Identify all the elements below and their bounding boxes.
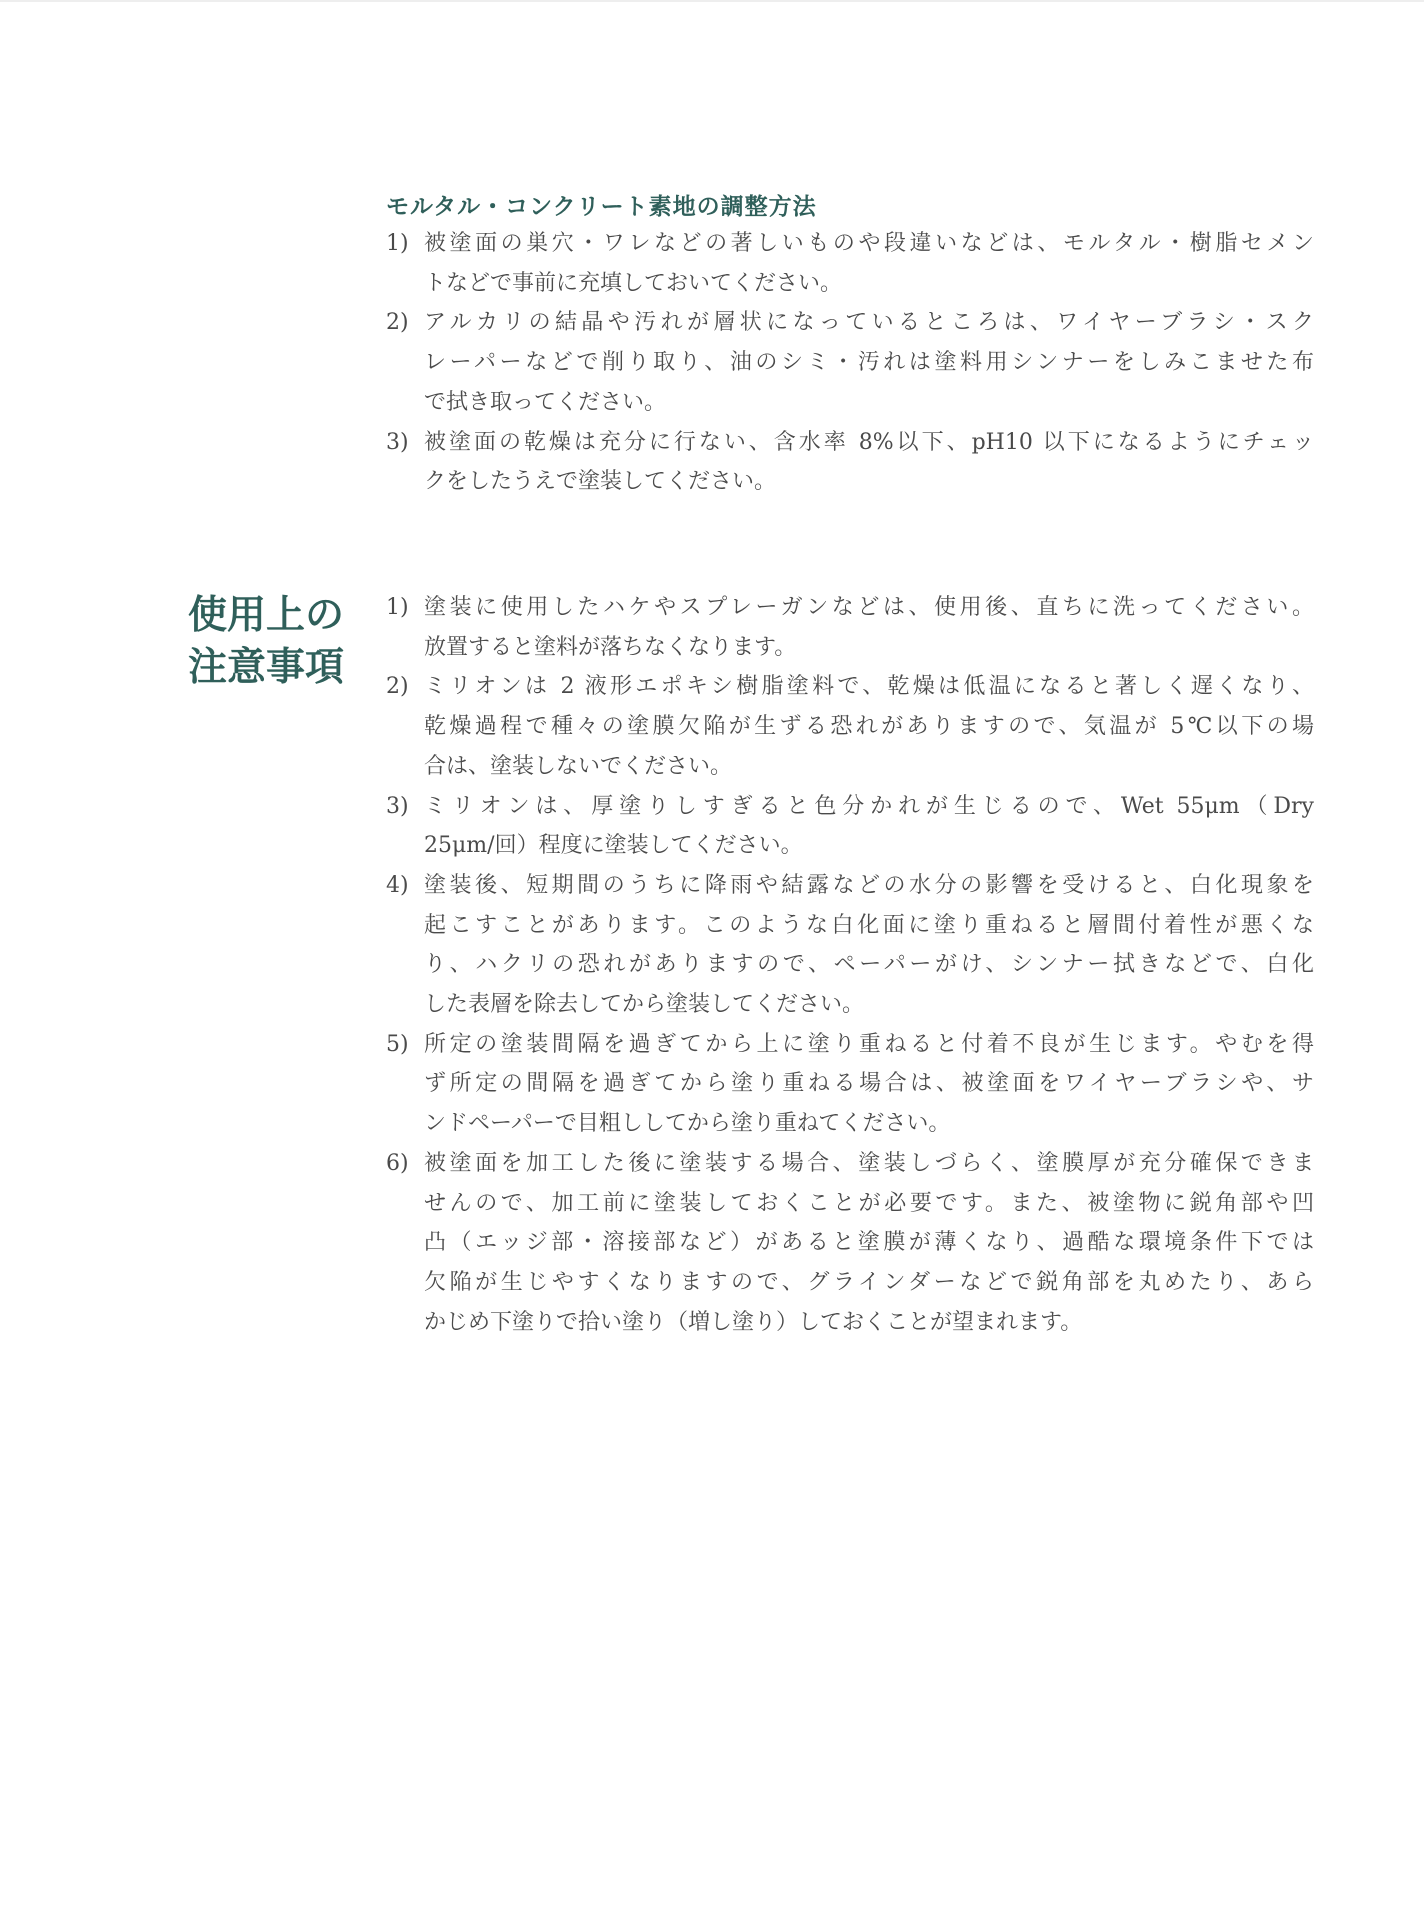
item-text-line: ず所定の間隔を過ぎてから塗り重ねる場合は、被塗面をワイヤーブラシや、サ xyxy=(424,1071,1314,1097)
item-number: 2) xyxy=(386,310,409,336)
prep-section-heading: モルタル・コンクリート素地の調整方法 xyxy=(386,194,817,220)
item-number: 2) xyxy=(386,674,409,700)
item-text-line: り、ハクリの恐れがありますので、ペーパーがけ、シンナー拭きなどで、白化 xyxy=(424,952,1314,978)
item-number: 4) xyxy=(386,872,409,898)
item-text-line: 被塗面の乾燥は充分に行ない、含水率 8%以下、pH10 以下になるようにチェッ xyxy=(424,429,1314,455)
list-item xyxy=(386,303,1316,422)
item-text-line: 放置すると塗料が落ちなくなります。 xyxy=(424,634,797,660)
list-item xyxy=(386,588,1316,667)
item-text-line: 被塗面の巣穴・ワレなどの著しいものや段違いなどは、モルタル・樹脂セメン xyxy=(424,231,1314,256)
item-text-line: 欠陥が生じやすくなりますので、グラインダーなどで鋭角部を丸めたり、あら xyxy=(424,1269,1314,1295)
item-text-line: ミリオンは、厚塗りしすぎると色分かれが生じるので、Wet 55μm（Dry xyxy=(424,793,1314,819)
item-text-line: 塗装に使用したハケやスプレーガンなどは、使用後、直ちに洗ってください。 xyxy=(424,595,1314,620)
item-text-line: アルカリの結晶や汚れが層状になっているところは、ワイヤーブラシ・スク xyxy=(424,310,1314,336)
item-text-line: 塗装後、短期間のうちに降雨や結露などの水分の影響を受けると、白化現象を xyxy=(424,872,1314,898)
item-number: 1) xyxy=(386,231,409,256)
item-text-line: レーパーなどで削り取り、油のシミ・汚れは塗料用シンナーをしみこませた布 xyxy=(424,350,1314,376)
item-text-line: 25μm/回）程度に塗装してください。 xyxy=(424,833,803,859)
list-item xyxy=(386,787,1316,866)
item-text-line: 被塗面を加工した後に塗装する場合、塗装しづらく、塗膜厚が充分確保できま xyxy=(424,1150,1314,1176)
caution-title-line-1: 使用上の xyxy=(188,593,345,638)
item-number: 1) xyxy=(386,595,409,620)
item-text-line: 合は、塗装しないでください。 xyxy=(424,753,733,779)
item-number: 3) xyxy=(386,793,409,819)
list-item xyxy=(386,224,1316,303)
item-text-line: かじめ下塗りで拾い塗り（増し塗り）しておくことが望まれます。 xyxy=(424,1309,1083,1335)
caution-title-line-2: 注意事項 xyxy=(188,645,345,690)
item-text-line: 乾燥過程で種々の塗膜欠陥が生ずる恐れがありますので、気温が 5℃以下の場 xyxy=(424,714,1314,740)
caution-section-title xyxy=(188,590,344,694)
item-text-line: せんので、加工前に塗装しておくことが必要です。また、被塗物に鋭角部や凹 xyxy=(424,1190,1314,1216)
item-text-line: 所定の塗装間隔を過ぎてから上に塗り重ねると付着不良が生じます。やむを得 xyxy=(424,1031,1314,1057)
item-number: 5) xyxy=(386,1031,409,1057)
item-number: 6) xyxy=(386,1150,409,1176)
item-text-line: で拭き取ってください。 xyxy=(424,389,667,415)
item-text-line: 起こすことがあります。このような白化面に塗り重ねると層間付着性が悪くな xyxy=(424,912,1314,938)
page-top-border xyxy=(0,0,1424,2)
list-item xyxy=(386,866,1316,1025)
item-number: 3) xyxy=(386,429,409,455)
caution-list xyxy=(386,588,1316,1342)
prep-list xyxy=(386,224,1316,502)
item-text-line: トなどで事前に充填しておいてください。 xyxy=(424,270,843,296)
list-item xyxy=(386,1144,1316,1343)
item-text-line: した表層を除去してから塗装してください。 xyxy=(424,992,865,1018)
item-text-line: ンドペーパーで目粗ししてから塗り重ねてください。 xyxy=(424,1111,951,1137)
list-item xyxy=(386,423,1316,502)
list-item xyxy=(386,1025,1316,1144)
list-item xyxy=(386,667,1316,786)
item-text-line: ミリオンは 2 液形エポキシ樹脂塗料で、乾燥は低温になると著しく遅くなり、 xyxy=(424,674,1314,700)
item-text-line: 凸（エッジ部・溶接部など）があると塗膜が薄くなり、過酷な環境条件下では xyxy=(424,1230,1314,1256)
item-text-line: クをしたうえで塗装してください。 xyxy=(424,469,777,495)
